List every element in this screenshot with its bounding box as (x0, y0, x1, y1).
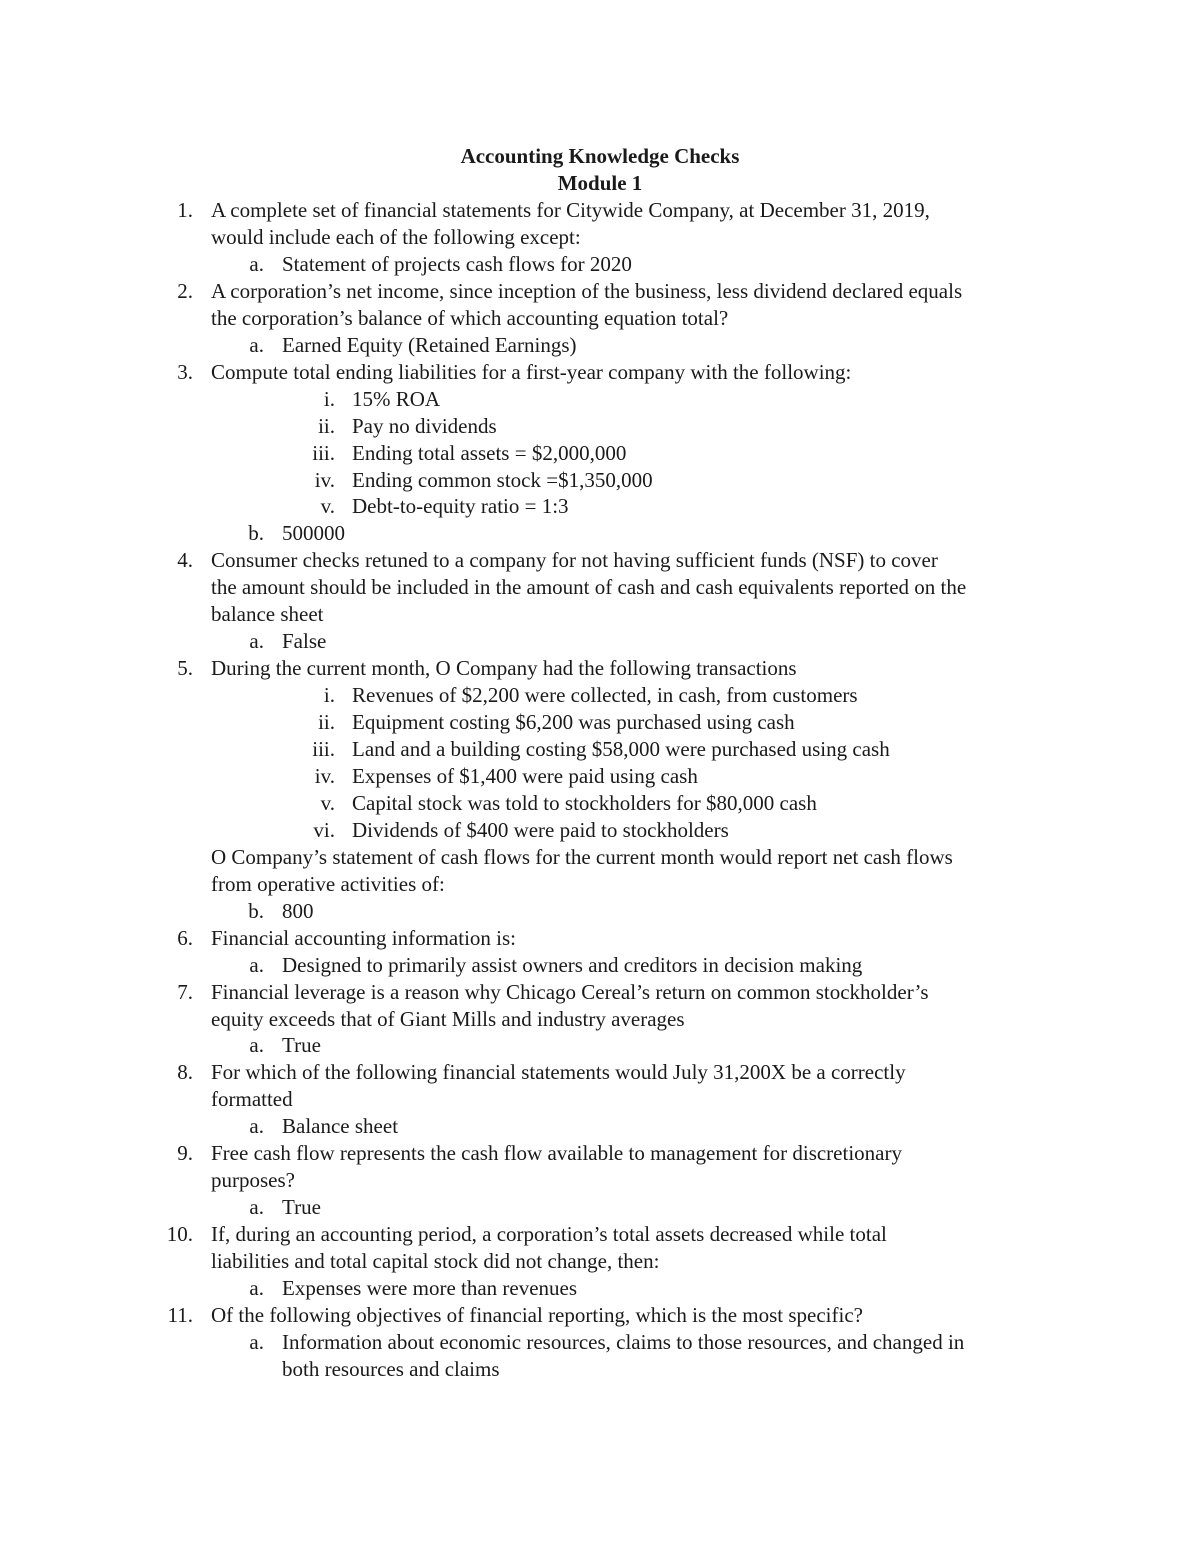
question-text-line: A corporation’s net income, since inception of the business, less dividend declared equals (211, 278, 963, 303)
sub-item-numeral: iv. (314, 763, 335, 788)
answer-text-line: 800 (282, 898, 314, 923)
sub-item-numeral: iv. (314, 467, 335, 492)
answer-text-line: Statement of projects cash flows for 2020 (282, 251, 632, 276)
question-text-line: purposes? (211, 1168, 295, 1193)
question-text-line: Financial leverage is a reason why Chicago Cereal’s return on common stockholder’s (211, 979, 929, 1004)
question-follow-text-line: O Company’s statement of cash flows for the current month would report net cash flows (211, 844, 953, 869)
sub-item-text: Ending common stock =$1,350,000 (352, 467, 653, 492)
question-text-line: the corporation’s balance of which accounting equation total? (211, 305, 729, 330)
question-text-line: Consumer checks retuned to a company for not having sufficient funds (NSF) to cover (211, 548, 938, 573)
answer-letter: a. (249, 1329, 264, 1354)
sub-item-text: Revenues of $2,200 were collected, in cash, from customers (352, 683, 858, 708)
answer-letter: b. (248, 521, 264, 546)
question-text-line: Compute total ending liabilities for a first-year company with the following: (211, 359, 852, 384)
question-number: 9. (177, 1141, 193, 1166)
answer-letter: a. (249, 952, 264, 977)
document-title: Accounting Knowledge Checks (460, 144, 740, 168)
answer-letter: a. (249, 251, 264, 276)
document-subtitle: Module 1 (557, 171, 643, 195)
question-text-line: A complete set of financial statements for Citywide Company, at December 31, 2019, (211, 198, 930, 222)
answer-letter: a. (249, 1276, 264, 1300)
question-text-line: Free cash flow represents the cash flow available to management for discretionary (211, 1141, 902, 1166)
question-number: 8. (177, 1060, 193, 1085)
answer-text-line: Expenses were more than revenues (282, 1276, 578, 1300)
sub-item-text: 15% ROA (352, 386, 441, 411)
question-text-line: Of the following objectives of financial reporting, which is the most specific? (211, 1302, 863, 1327)
answer-text-line: Balance sheet (282, 1114, 399, 1139)
question-text-line: If, during an accounting period, a corporation’s total assets decreased while total (211, 1222, 887, 1247)
answer-letter: b. (248, 898, 264, 923)
sub-item-text: Pay no dividends (352, 413, 497, 438)
answer-letter: a. (249, 332, 264, 357)
question-text-line: formatted (211, 1087, 293, 1112)
answer-text-line: True (282, 1195, 321, 1220)
question-text-line: Financial accounting information is: (211, 925, 517, 950)
sub-item-numeral: i. (323, 386, 335, 411)
question-text-line: For which of the following financial statements would July 31,200X be a correctly (211, 1060, 906, 1085)
question-text-line: balance sheet (211, 602, 324, 627)
sub-item-text: Expenses of $1,400 were paid using cash (352, 763, 698, 788)
question-text-line: would include each of the following except: (211, 224, 581, 249)
question-number: 11. (167, 1302, 193, 1327)
answer-text-line: both resources and claims (282, 1356, 500, 1381)
sub-item-text: Capital stock was told to stockholders for $80,000 cash (352, 790, 817, 815)
question-number: 1. (177, 198, 193, 222)
question-follow-text-line: from operative activities of: (211, 871, 445, 896)
answer-letter: a. (249, 1114, 264, 1139)
sub-item-numeral: ii. (318, 710, 335, 735)
answer-text-line: Designed to primarily assist owners and creditors in decision making (282, 952, 863, 977)
sub-item-text: Land and a building costing $58,000 were purchased using cash (352, 737, 890, 761)
sub-item-text: Equipment costing $6,200 was purchased using cash (352, 710, 795, 735)
sub-item-numeral: v. (320, 494, 335, 519)
sub-item-numeral: v. (320, 790, 335, 815)
answer-text-line: 500000 (282, 521, 345, 546)
question-text-line: the amount should be included in the amount of cash and cash equivalents reported on the (211, 575, 967, 600)
question-number: 7. (177, 979, 193, 1004)
sub-item-numeral: ii. (318, 413, 335, 438)
sub-item-text: Ending total assets = $2,000,000 (352, 440, 627, 465)
answer-text-line: Information about economic resources, claims to those resources, and changed in (282, 1329, 965, 1354)
answer-letter: a. (249, 1195, 264, 1220)
answer-letter: a. (249, 629, 264, 654)
answer-text-line: True (282, 1033, 321, 1058)
answer-text-line: Earned Equity (Retained Earnings) (282, 332, 577, 357)
sub-item-numeral: iii. (312, 440, 335, 465)
answer-letter: a. (249, 1033, 264, 1058)
question-text-line: liabilities and total capital stock did not change, then: (211, 1249, 660, 1274)
answer-text-line: False (282, 629, 327, 654)
question-number: 4. (177, 548, 193, 573)
question-text-line: During the current month, O Company had the following transactions (211, 656, 797, 681)
sub-item-numeral: iii. (312, 737, 335, 761)
sub-item-text: Debt-to-equity ratio = 1:3 (352, 494, 569, 519)
question-text-line: equity exceeds that of Giant Mills and industry averages (211, 1006, 685, 1031)
sub-item-text: Dividends of $400 were paid to stockholders (352, 817, 729, 842)
question-number: 5. (177, 656, 193, 681)
sub-item-numeral: vi. (313, 817, 335, 842)
question-number: 2. (177, 278, 193, 303)
question-number: 10. (166, 1222, 193, 1247)
question-number: 6. (177, 925, 193, 950)
question-number: 3. (177, 359, 193, 384)
sub-item-numeral: i. (323, 683, 335, 708)
